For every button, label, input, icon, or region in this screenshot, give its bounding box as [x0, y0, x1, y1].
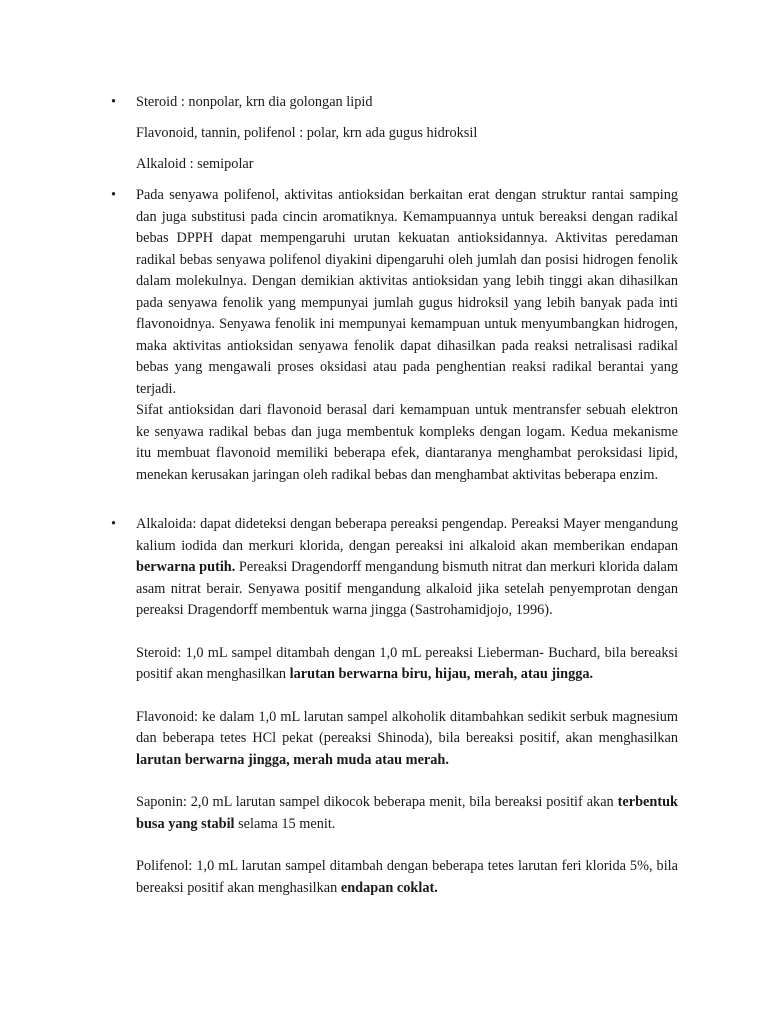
polifenol-text: Polifenol: 1,0 mL larutan sampel ditambah dengan beberapa tetes larutan feri klorida 5%, bila bereaksi positif akan menghasilkan: [136, 858, 678, 896]
flavonoid-test-paragraph: [136, 707, 678, 772]
alkaloid-test-paragraph: [136, 514, 678, 622]
flavonoid-antioxidant-paragraph: Sifat antioksidan dari flavonoid berasal dari kemampuan untuk mentransfer sebuah elektron ke senyawa radikal bebas dan juga membentuk kompleks dengan logam. Kedua mekanisme itu membuat flavonoid memiliki beberapa efek, diantaranya menghambat peroksidasi lipid, menekan kerusakan jaringan oleh radikal bebas dan menghambat aktivitas beberapa enzim.: [136, 402, 678, 483]
saponin-test-paragraph: [136, 792, 678, 835]
polyphenol-antioxidant-paragraph: Pada senyawa polifenol, aktivitas antioksidan berkaitan erat dengan struktur rantai samping dan juga substitusi pada cincin aromatiknya. Kemampuannya untuk bereaksi dengan radikal bebas DPPH dapat mempengaruhi urutan kekuatan antioksidannya. Aktivitas peredaman radikal bebas senyawa polifenol diyakini dipengaruhi oleh jumlah dan posisi hidrogen fenolik dalam molekulnya. Dengan demikian aktivitas antioksidan yang lebih tinggi akan dihasilkan pada senyawa fenolik yang mempunyai jumlah gugus hidroksil yang lebih banyak pada inti flavonoidnya. Senyawa fenolik ini mempunyai kemampuan untuk menyumbangkan hidrogen, maka aktivitas antioksidan senyawa fenolik dapat dihasilkan pada reaksi netralisasi radikal bebas yang mengawali proses oksidasi atau pada penghentian reaksi radikal berantai yang terjadi.: [136, 187, 678, 397]
bullet-item-alkaloid-test: [111, 514, 679, 899]
polifenol-result-bold: endapan coklat.: [340, 879, 438, 896]
steroid-result-bold: larutan berwarna biru, hijau, merah, atau jingga.: [289, 666, 594, 682]
saponin-text-2: selama 15 menit.: [234, 815, 336, 832]
alkaloid-result-bold: berwarna putih.: [136, 559, 236, 575]
saponin-text-1: Saponin: 2,0 mL larutan sampel dikocok beberapa menit, bila bereaksi positif akan: [136, 794, 618, 810]
bullet-icon: •: [111, 94, 117, 110]
flavonoid-text: Flavonoid: ke dalam 1,0 mL larutan sampel alkoholik ditambahkan sedikit serbuk magnesium dan beberapa tetes HCl pekat (pereaksi Shinoda), bila bereaksi positif, akan menghasilkan: [136, 708, 678, 746]
bullet-icon: •: [111, 516, 117, 532]
flavonoid-polarity-line: Flavonoid, tannin, polifenol : polar, krn ada gugus hidroksil: [136, 125, 478, 141]
alkaloid-text-2: Pereaksi Dragendorff mengandung bismuth nitrat dan merkuri klorida dalam asam nitrat berair. Senyawa positif mengandung alkaloid jika setelah penyemprotan dengan pereaksi Dragendorff membentuk warna jingga (Sastrohamidjojo, 1996).: [136, 559, 679, 618]
bullet-icon: •: [111, 187, 117, 203]
bullet-item-polarity: [111, 92, 678, 176]
alkaloid-polarity-line: Alkaloid : semipolar: [136, 156, 254, 172]
flavonoid-result-bold: larutan berwarna jingga, merah muda atau merah.: [136, 751, 449, 768]
steroid-text: Steroid: 1,0 mL sampel ditambah dengan 1,0 mL pereaksi Lieberman- Buchard, bila bereaksi positif akan menghasilkan: [136, 644, 678, 682]
bullet-item-antioxidant: [111, 185, 678, 486]
steroid-polarity-line: Steroid : nonpolar, krn dia golongan lipid: [136, 94, 373, 110]
alkaloid-text-1: Alkaloida: dapat dideteksi dengan beberapa pereaksi pengendap. Pereaksi Mayer mengandung kalium iodida dan merkuri klorida, dengan pereaksi ini alkaloid akan memberikan endapan: [136, 516, 678, 554]
steroid-test-paragraph: [136, 643, 678, 686]
polifenol-test-paragraph: [136, 856, 678, 899]
saponin-result-bold: terbentuk busa yang stabil: [136, 794, 678, 832]
